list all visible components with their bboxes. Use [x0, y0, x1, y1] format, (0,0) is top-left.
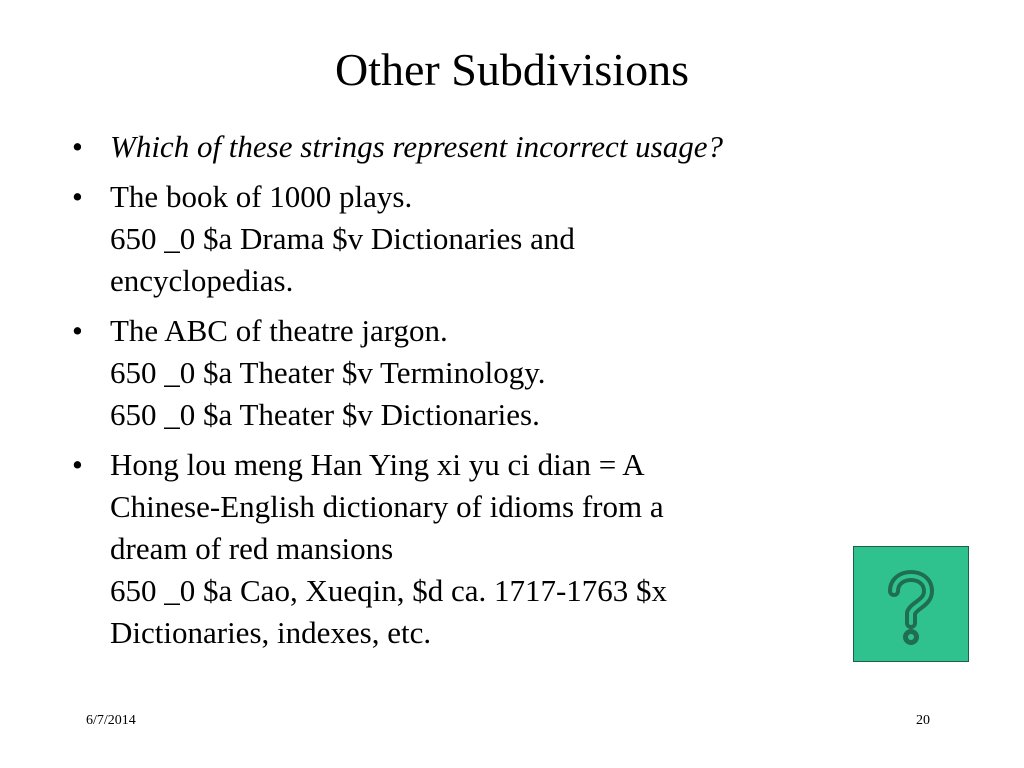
- footer-page-number: 20: [916, 713, 930, 728]
- bullet-line: Dictionaries, indexes, etc.: [110, 615, 432, 650]
- bullet-list: [72, 126, 852, 662]
- slide-title: Other Subdivisions: [335, 44, 689, 95]
- question-mark-icon: [853, 546, 969, 662]
- bullet-line: The ABC of theatre jargon.: [110, 313, 448, 348]
- bullet-line: The book of 1000 plays.: [110, 179, 413, 214]
- bullet-line: encyclopedias.: [110, 263, 294, 298]
- bullet-marker: •: [72, 447, 83, 482]
- bullet-line: 650 _0 $a Drama $v Dictionaries and: [110, 221, 575, 256]
- bullet-marker: •: [72, 129, 83, 164]
- bullet-line: dream of red mansions: [110, 531, 394, 566]
- bullet-line: 650 _0 $a Theater $v Dictionaries.: [110, 397, 540, 432]
- bullet-item: [72, 310, 852, 436]
- bullet-item: [72, 176, 852, 302]
- bullet-line: Chinese-English dictionary of idioms from a: [110, 489, 664, 524]
- footer-date: 6/7/2014: [86, 713, 136, 728]
- bullet-line: Which of these strings represent incorrect usage?: [110, 129, 724, 164]
- bullet-line: 650 _0 $a Cao, Xueqin, $d ca. 1717-1763 $x: [110, 573, 668, 608]
- bullet-marker: •: [72, 313, 83, 348]
- bullet-marker: •: [72, 179, 83, 214]
- bullet-line: 650 _0 $a Theater $v Terminology.: [110, 355, 546, 390]
- question-mark-glyph: [854, 547, 968, 661]
- bullet-item: [72, 126, 852, 168]
- bullet-item: [72, 444, 852, 654]
- bullet-line: Hong lou meng Han Ying xi yu ci dian = A: [110, 447, 645, 482]
